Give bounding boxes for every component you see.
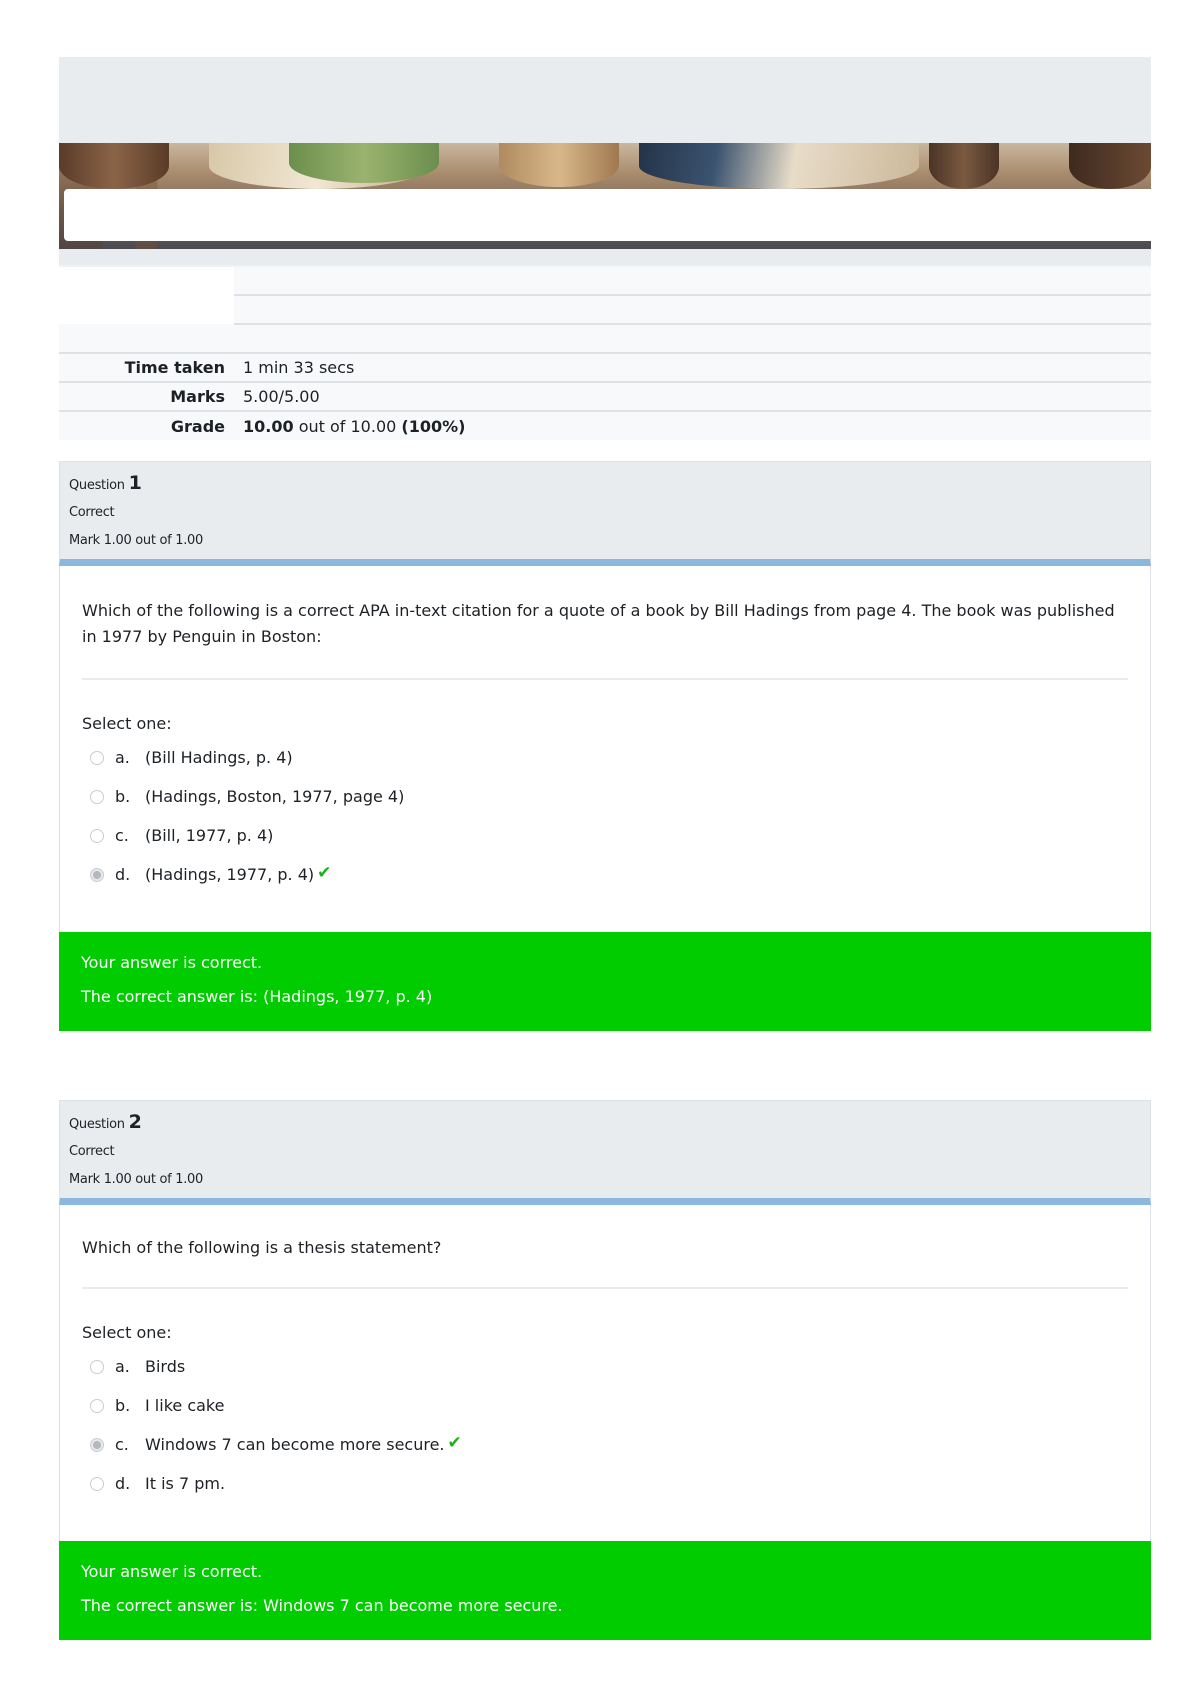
- right-answer: The correct answer is: Windows 7 can become more secure.: [81, 1596, 563, 1615]
- answer-text: It is 7 pm.: [145, 1474, 226, 1493]
- radio-button[interactable]: [90, 1477, 104, 1491]
- answer-option-a[interactable]: a. Birds: [82, 1347, 1128, 1386]
- select-prompt: Select one:: [82, 1323, 172, 1342]
- time-taken-value: 1 min 33 secs: [234, 353, 1151, 382]
- question-grade: Mark 1.00 out of 1.00: [69, 533, 203, 548]
- question-text: Which of the following is a thesis statement?: [82, 1205, 1128, 1289]
- answer-text: (Hadings, Boston, 1977, page 4): [145, 787, 405, 806]
- radio-button-selected[interactable]: [90, 1438, 104, 1452]
- right-answer: The correct answer is: (Hadings, 1977, p. 4): [81, 987, 433, 1006]
- question-2: [59, 1100, 1151, 1640]
- answer-option-c[interactable]: c. Windows 7 can become more secure. ✔: [82, 1425, 1128, 1464]
- check-icon: ✔: [447, 1432, 462, 1453]
- grade-score: 10.00: [243, 416, 294, 436]
- attempt-summary-table: [59, 265, 1151, 440]
- answer-options: [82, 738, 1128, 932]
- answer-text: (Bill Hadings, p. 4): [145, 748, 293, 767]
- summary-row-blank: [59, 324, 1151, 353]
- marks-label: Marks: [59, 382, 234, 411]
- feedback-status: Your answer is correct.: [81, 1562, 263, 1581]
- answer-option-b[interactable]: b. I like cake: [82, 1386, 1128, 1425]
- question-content: [59, 1205, 1151, 1541]
- question-state: Correct: [69, 1144, 115, 1159]
- grade-value: [234, 411, 1151, 440]
- question-1: [59, 461, 1151, 1031]
- summary-row-grade: [59, 411, 1151, 440]
- radio-button-selected[interactable]: [90, 868, 104, 882]
- answer-option-b[interactable]: b. (Hadings, Boston, 1977, page 4): [82, 777, 1128, 816]
- feedback-correct: [59, 1541, 1151, 1640]
- answer-text: (Hadings, 1977, p. 4): [145, 865, 315, 884]
- header-banner-image: [59, 143, 1151, 249]
- radio-button[interactable]: [90, 790, 104, 804]
- question-info: [59, 1100, 1151, 1205]
- check-icon: ✔: [317, 862, 332, 883]
- banner-title-bar: [64, 189, 1151, 241]
- question-grade: Mark 1.00 out of 1.00: [69, 1172, 203, 1187]
- summary-row-time-taken: [59, 353, 1151, 382]
- radio-button[interactable]: [90, 1360, 104, 1374]
- page-header: [59, 57, 1151, 143]
- answer-option-d[interactable]: d. (Hadings, 1977, p. 4) ✔: [82, 855, 1128, 894]
- summary-row-marks: [59, 382, 1151, 411]
- answer-text: (Bill, 1977, p. 4): [145, 826, 274, 845]
- time-taken-label: Time taken: [59, 353, 234, 382]
- summary-row-blank: [59, 295, 1151, 324]
- grade-percent: (100%): [401, 416, 466, 436]
- answer-text: Windows 7 can become more secure.: [145, 1435, 445, 1454]
- feedback-status: Your answer is correct.: [81, 953, 263, 972]
- question-info: [59, 461, 1151, 566]
- answer-text: I like cake: [145, 1396, 225, 1415]
- grade-out-of: out of 10.00: [293, 416, 402, 436]
- radio-button[interactable]: [90, 751, 104, 765]
- question-state: Correct: [69, 505, 115, 520]
- quiz-review-page: [59, 57, 1151, 1615]
- question-number: Question 2: [69, 1111, 142, 1133]
- answer-option-a[interactable]: a. (Bill Hadings, p. 4): [82, 738, 1128, 777]
- question-number: Question 1: [69, 472, 142, 494]
- answer-option-d[interactable]: d. It is 7 pm.: [82, 1464, 1128, 1503]
- question-content: [59, 566, 1151, 932]
- answer-text: Birds: [145, 1357, 186, 1376]
- answer-option-c[interactable]: c. (Bill, 1977, p. 4): [82, 816, 1128, 855]
- feedback-correct: [59, 932, 1151, 1031]
- answer-options: [82, 1347, 1128, 1541]
- select-prompt: Select one:: [82, 714, 172, 733]
- radio-button[interactable]: [90, 829, 104, 843]
- radio-button[interactable]: [90, 1399, 104, 1413]
- grade-label: Grade: [59, 411, 234, 440]
- summary-row-blank: [59, 266, 1151, 295]
- marks-value: 5.00/5.00: [234, 382, 1151, 411]
- question-text: Which of the following is a correct APA in-text citation for a quote of a book by Bill Hadings from page 4. The book was published in 1977 by Penguin in Boston:: [82, 566, 1128, 680]
